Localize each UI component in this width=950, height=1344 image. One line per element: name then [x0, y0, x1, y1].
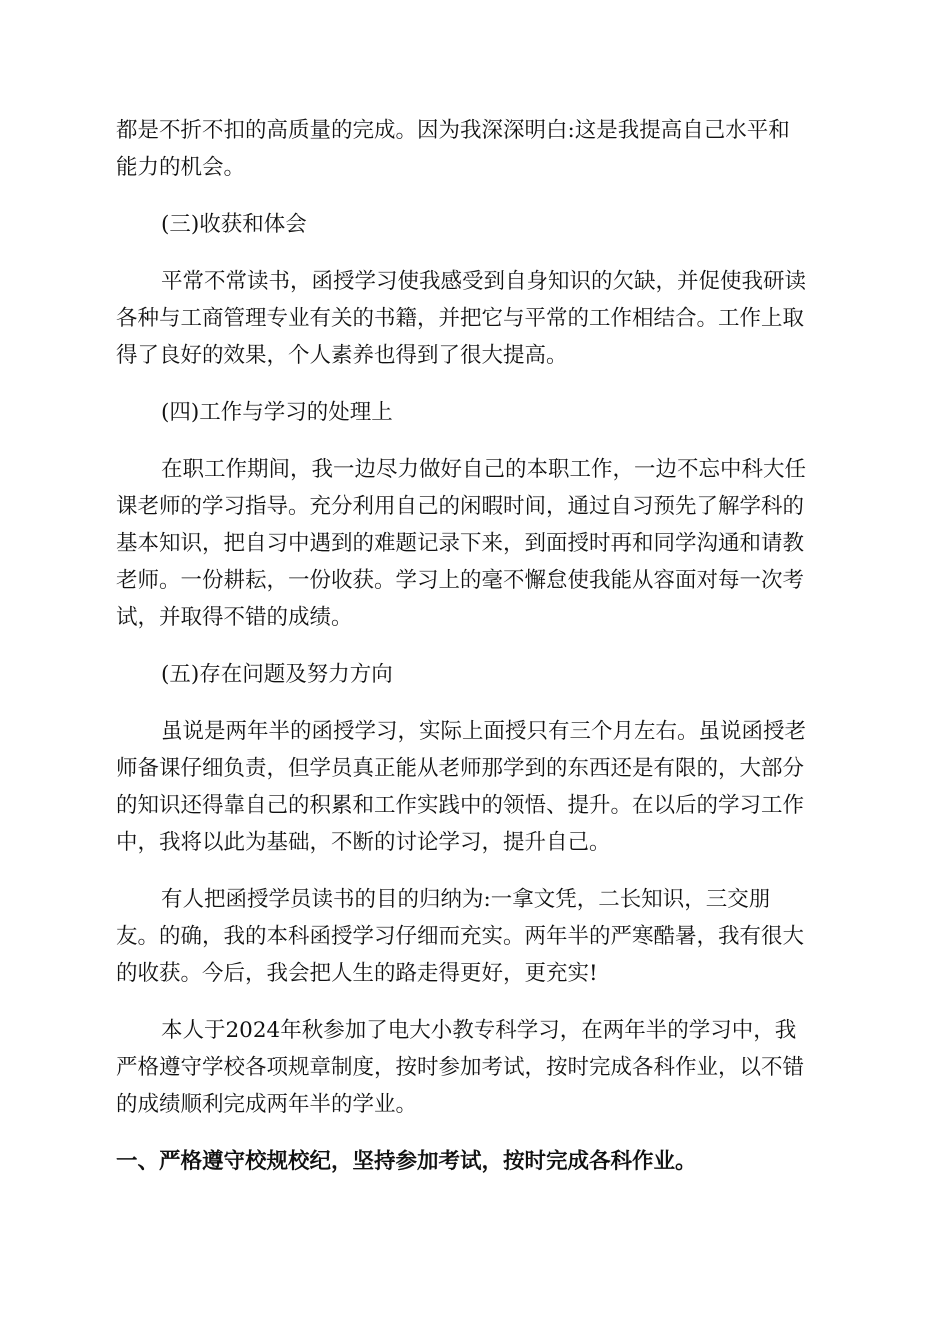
text-line: 虽说是两年半的函授学习，实际上面授只有三个月左右。虽说函授老 [161, 719, 807, 744]
text-line: 试，并取得不错的成绩。 [116, 605, 353, 630]
paragraph-harvest [116, 263, 834, 374]
paragraph-problems [116, 713, 834, 861]
text-line: 基本知识，把自习中遇到的难题记录下来，到面授时再和同学沟通和请教 [116, 531, 805, 556]
text-line: 在职工作期间，我一边尽力做好自己的本职工作，一边不忘中科大任 [161, 457, 807, 482]
text-line: 有人把函授学员读书的目的归纳为:一拿文凭，二长知识，三交朋 [161, 887, 771, 912]
subheading-harvest: (三)收获和体会 [161, 212, 307, 237]
text-line: 师备课仔细负责，但学员真正能从老师那学到的东西还是有限的，大部分 [116, 756, 805, 781]
subheading-work-study: (四)工作与学习的处理上 [161, 400, 393, 425]
text-line: 严格遵守学校各项规章制度，按时参加考试，按时完成各科作业，以不错 [116, 1055, 805, 1080]
paragraph-purpose [116, 881, 834, 992]
text-line: 平常不常读书，函授学习使我感受到自身知识的欠缺，并促使我研读 [161, 269, 807, 294]
text-line: 能力的机会。 [116, 155, 246, 180]
text-line: 老师。一份耕耘，一份收获。学习上的毫不懈怠使我能从容面对每一次考 [116, 568, 805, 593]
paragraph-intro [116, 1012, 834, 1123]
subheading-problems: (五)存在问题及努力方向 [161, 662, 393, 687]
text-line: 本人于2024年秋参加了电大小教专科学习，在两年半的学习中，我 [161, 1018, 797, 1043]
text-line: 的成绩顺利完成两年半的学业。 [116, 1092, 418, 1117]
paragraph-work-study [116, 451, 834, 636]
document-page [116, 112, 834, 1180]
text-line: 课老师的学习指导。充分利用自己的闲暇时间，通过自习预先了解学科的 [116, 494, 805, 519]
text-line: 的知识还得靠自己的积累和工作实践中的领悟、提升。在以后的学习工作 [116, 793, 805, 818]
text-line: 各种与工商管理专业有关的书籍，并把它与平常的工作相结合。工作上取 [116, 306, 805, 331]
text-line: 友。的确，我的本科函授学习仔细而充实。两年半的严寒酷暑，我有很大 [116, 924, 805, 949]
text-line: 得了良好的效果，个人素养也得到了很大提高。 [116, 343, 568, 368]
text-line: 的收获。今后，我会把人生的路走得更好，更充实! [116, 961, 598, 986]
text-line: 都是不折不扣的高质量的完成。因为我深深明白:这是我提高自己水平和 [116, 118, 790, 143]
section-heading-1: 一、严格遵守校规校纪，坚持参加考试，按时完成各科作业。 [116, 1149, 697, 1174]
text-line: 中，我将以此为基础，不断的讨论学习，提升自己。 [116, 830, 611, 855]
paragraph-continued [116, 112, 834, 186]
